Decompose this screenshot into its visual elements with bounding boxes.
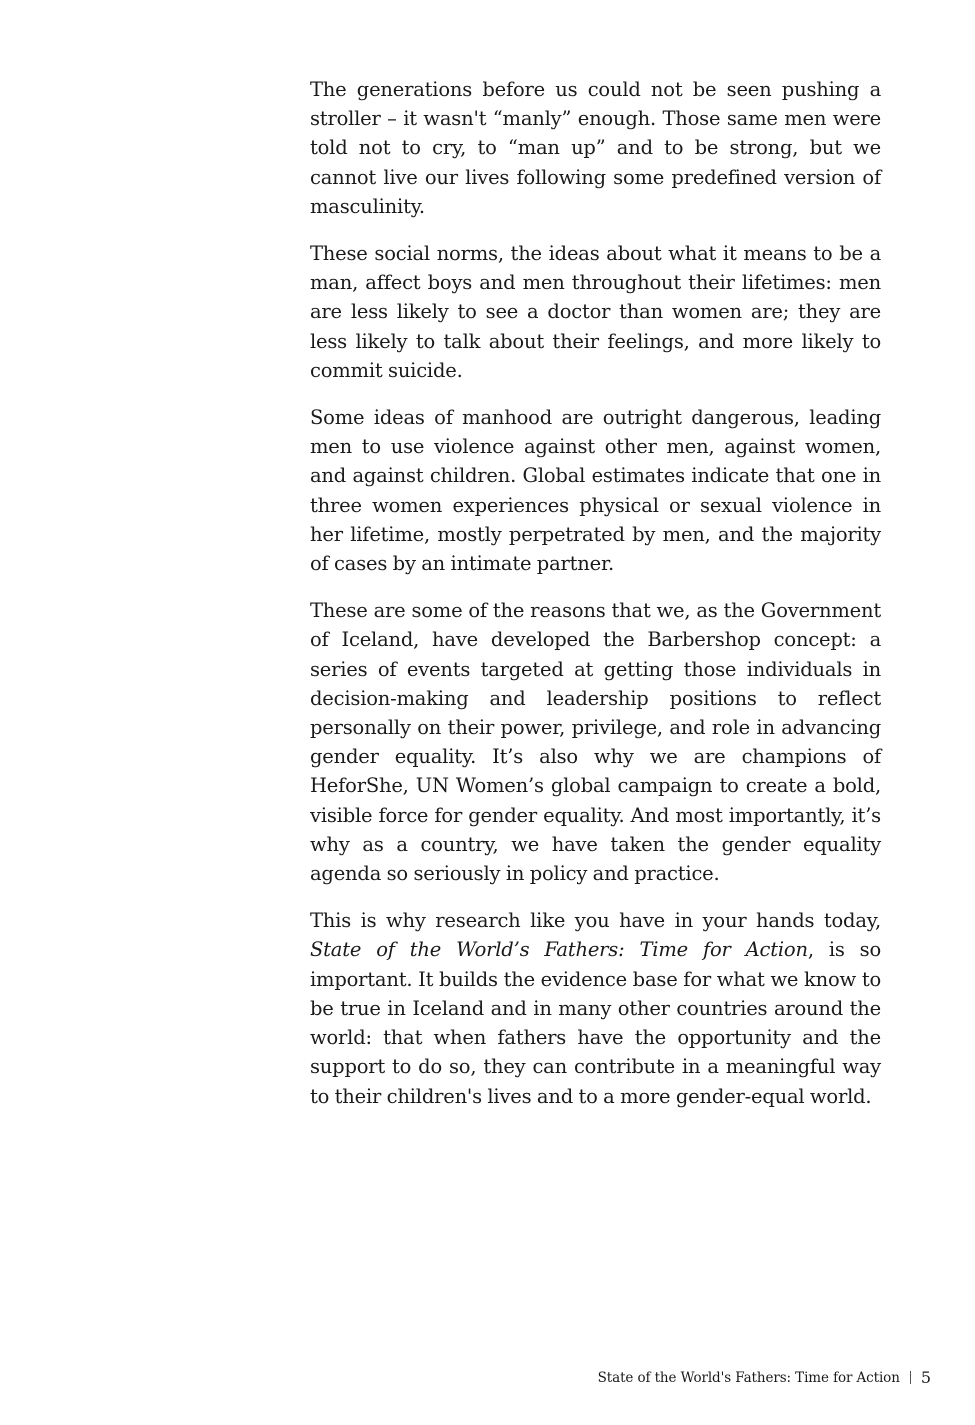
- paragraph-2: These social norms, the ideas about what it means to be a man, affect boys and men throughout their lifetimes: men are less likely to see a doctor than women are; they are less likely to talk about their feelings, and more likely to commit suicide.: [310, 242, 881, 382]
- footer-divider: [910, 1371, 911, 1384]
- report-title-italic: State of the World’s Fathers: Time for Action: [310, 938, 808, 962]
- body-text-column: [310, 75, 881, 1129]
- paragraph-5: [310, 906, 881, 1110]
- page-footer: [598, 1368, 931, 1387]
- paragraph-1: The generations before us could not be seen pushing a stroller – it wasn't “manly” enough. Those same men were told not to cry, to “man up” and to be strong, but we cannot live our lives following some predefined version of masculinity.: [310, 78, 881, 218]
- paragraph-5-rest: , is so important. It builds the evidence base for what we know to be true in Iceland and in many other countries around the world: that when fathers have the opportunity and the support to do so, they can contribute in a meaningful way to their children's lives and to a more gender-equal world.: [310, 938, 882, 1108]
- paragraph-5-lead: This is why research like you have in your hands today,: [310, 909, 881, 933]
- paragraph-4: These are some of the reasons that we, as the Government of Iceland, have developed the Barbershop concept: a series of events targeted at getting those individuals in decision-making and leadership positions to reflect personally on their power, privilege, and role in advancing gender equality. It’s also why we are champions of HeforShe, UN Women’s global campaign to create a bold, visible force for gender equality. And most importantly, it’s why as a country, we have taken the gender equality agenda so seriously in policy and practice.: [310, 599, 881, 886]
- paragraph-3: Some ideas of manhood are outright dangerous, leading men to use violence against other men, against women, and against children. Global estimates indicate that one in three women experiences physical or sexual violence in her lifetime, mostly perpetrated by men, and the majority of cases by an intimate partner.: [310, 406, 881, 576]
- footer-title: State of the World's Fathers: Time for Action: [597, 1369, 900, 1386]
- page-number: 5: [920, 1368, 931, 1387]
